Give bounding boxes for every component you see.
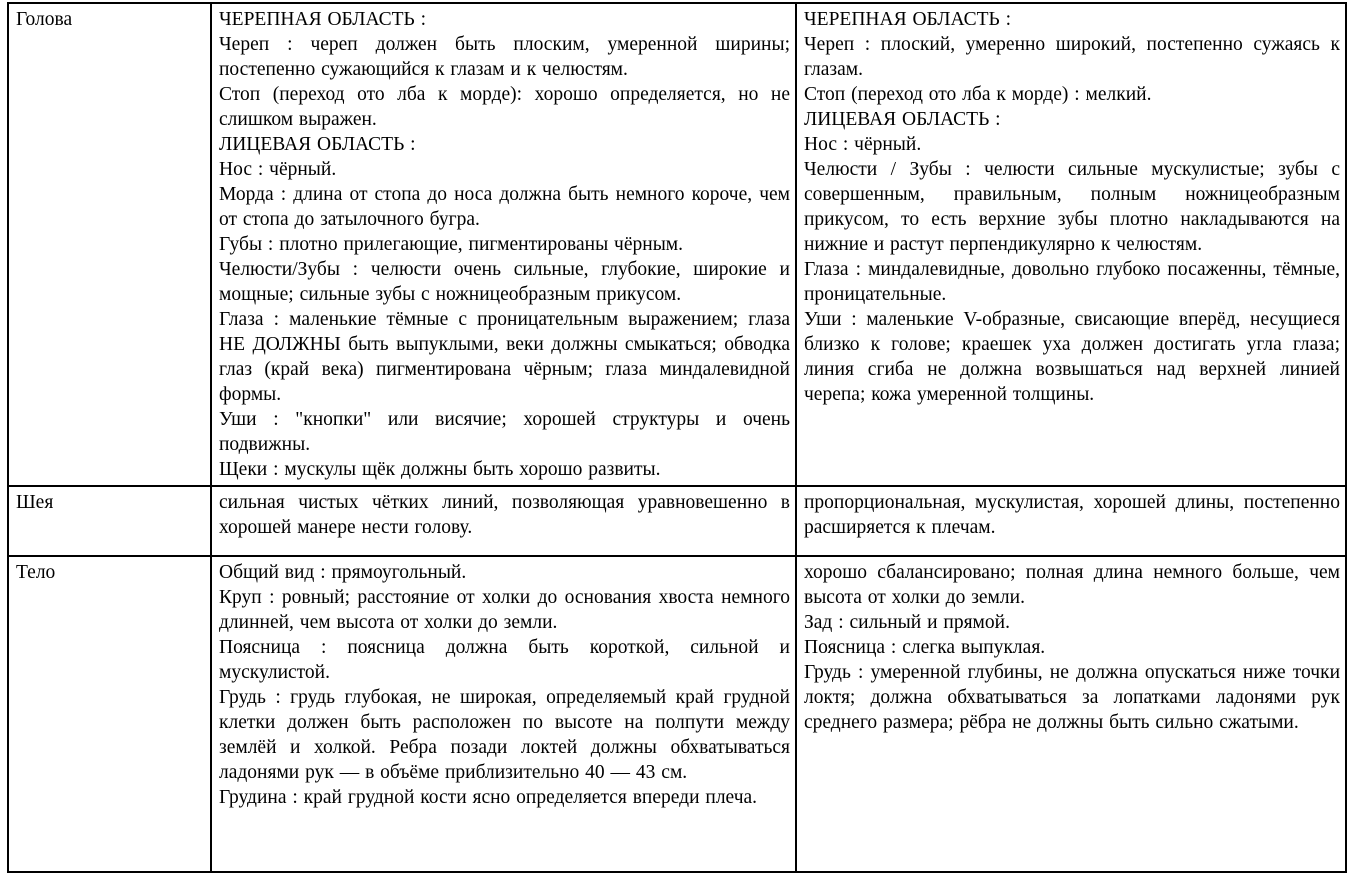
row-label-cell-head bbox=[8, 3, 211, 486]
paragraph: Щеки : мускулы щёк должны быть хорошо развиты. bbox=[219, 459, 661, 480]
paragraph: ЛИЦЕВАЯ ОБЛАСТЬ : bbox=[804, 109, 1001, 130]
table-row-head bbox=[8, 3, 1346, 486]
body-standard-text-cell bbox=[211, 556, 796, 872]
row-label-cell-body bbox=[8, 556, 211, 872]
paragraph: Губы : плотно прилегающие, пигментированы чёрным. bbox=[219, 234, 684, 255]
paragraph: Грудь : умеренной глубины, не должна опускаться ниже точки локтя; должна обхватываться за лопатками ладонями рук среднего размера; рёбра не должны быть сильно сжатыми. bbox=[804, 662, 1340, 733]
neck-comparison-text-cell bbox=[796, 486, 1346, 556]
paragraph: Нос : чёрный. bbox=[219, 159, 337, 180]
table-row-neck bbox=[8, 486, 1346, 556]
paragraph: Поясница : поясница должна быть короткой, сильной и мускулистой. bbox=[219, 637, 790, 683]
paragraph: Морда : длина от стопа до носа должна быть немного короче, чем от стопа до затылочного бугра. bbox=[219, 184, 790, 230]
paragraph: ЧЕРЕПНАЯ ОБЛАСТЬ : bbox=[804, 9, 1012, 30]
paragraph: Челюсти/Зубы : челюсти очень сильные, глубокие, широкие и мощные; сильные зубы с ножницеобразным прикусом. bbox=[219, 259, 790, 305]
paragraph: пропорциональная, мускулистая, хорошей длины, постепенно расширяется к плечам. bbox=[804, 492, 1340, 538]
table-row-body bbox=[8, 556, 1346, 872]
paragraph: ЛИЦЕВАЯ ОБЛАСТЬ : bbox=[219, 134, 416, 155]
paragraph: Стоп (переход ото лба к морде): хорошо определяется, но не слишком выражен. bbox=[219, 84, 790, 130]
paragraph: Уши : маленькие V-образные, свисающие вперёд, несущиеся близко к голове; краешек уха должен достигать угла глаза; линия сгиба не должна возвышаться над верхней линией черепа; кожа умеренной толщины. bbox=[804, 309, 1340, 405]
head-standard-text-cell bbox=[211, 3, 796, 486]
row-label: Голова bbox=[16, 9, 73, 30]
paragraph: Череп : череп должен быть плоским, умеренной ширины; постепенно сужающийся к глазам и к челюстям. bbox=[219, 34, 790, 80]
paragraph: ЧЕРЕПНАЯ ОБЛАСТЬ : bbox=[219, 9, 427, 30]
paragraph: Уши : "кнопки" или висячие; хорошей структуры и очень подвижны. bbox=[219, 409, 790, 455]
paragraph: Круп : ровный; расстояние от холки до основания хвоста немного длинней, чем высота от холки до земли. bbox=[219, 587, 790, 633]
paragraph: хорошо сбалансировано; полная длина немного больше, чем высота от холки до земли. bbox=[804, 562, 1340, 608]
breed-standard-table bbox=[7, 2, 1347, 873]
paragraph: Грудь : грудь глубокая, не широкая, определяемый край грудной клетки должен быть расположен по высоте на полпути между землёй и холкой. Ребра позади локтей должны обхватываться ладонями рук — в объёме приблизительно 40 — 43 см. bbox=[219, 687, 790, 783]
paragraph: сильная чистых чётких линий, позволяющая уравновешенно в хорошей манере нести голову. bbox=[219, 492, 790, 538]
paragraph: Череп : плоский, умеренно широкий, постепенно сужаясь к глазам. bbox=[804, 34, 1340, 80]
paragraph: Стоп (переход ото лба к морде) : мелкий. bbox=[804, 84, 1152, 105]
neck-standard-text-cell bbox=[211, 486, 796, 556]
row-label: Тело bbox=[16, 562, 56, 583]
paragraph: Нос : чёрный. bbox=[804, 134, 922, 155]
paragraph: Поясница : слегка выпуклая. bbox=[804, 637, 1046, 658]
paragraph: Общий вид : прямоугольный. bbox=[219, 562, 467, 583]
paragraph: Челюсти / Зубы : челюсти сильные мускулистые; зубы с совершенным, правильным, полным ножницеобразным прикусом, то есть верхние зубы плотно накладываются на нижние и растут перпендикулярно к челюстям. bbox=[804, 159, 1340, 255]
paragraph: Глаза : маленькие тёмные с проницательным выражением; глаза НЕ ДОЛЖНЫ быть выпуклыми, веки должны смыкаться; обводка глаз (край века) пигментирована чёрным; глаза миндалевидной формы. bbox=[219, 309, 790, 405]
paragraph: Грудина : край грудной кости ясно определяется впереди плеча. bbox=[219, 787, 758, 808]
row-label-cell-neck bbox=[8, 486, 211, 556]
paragraph: Зад : сильный и прямой. bbox=[804, 612, 1010, 633]
head-comparison-text-cell bbox=[796, 3, 1346, 486]
paragraph: Глаза : миндалевидные, довольно глубоко посаженны, тёмные, проницательные. bbox=[804, 259, 1340, 305]
row-label: Шея bbox=[16, 492, 54, 513]
body-comparison-text-cell bbox=[796, 556, 1346, 872]
